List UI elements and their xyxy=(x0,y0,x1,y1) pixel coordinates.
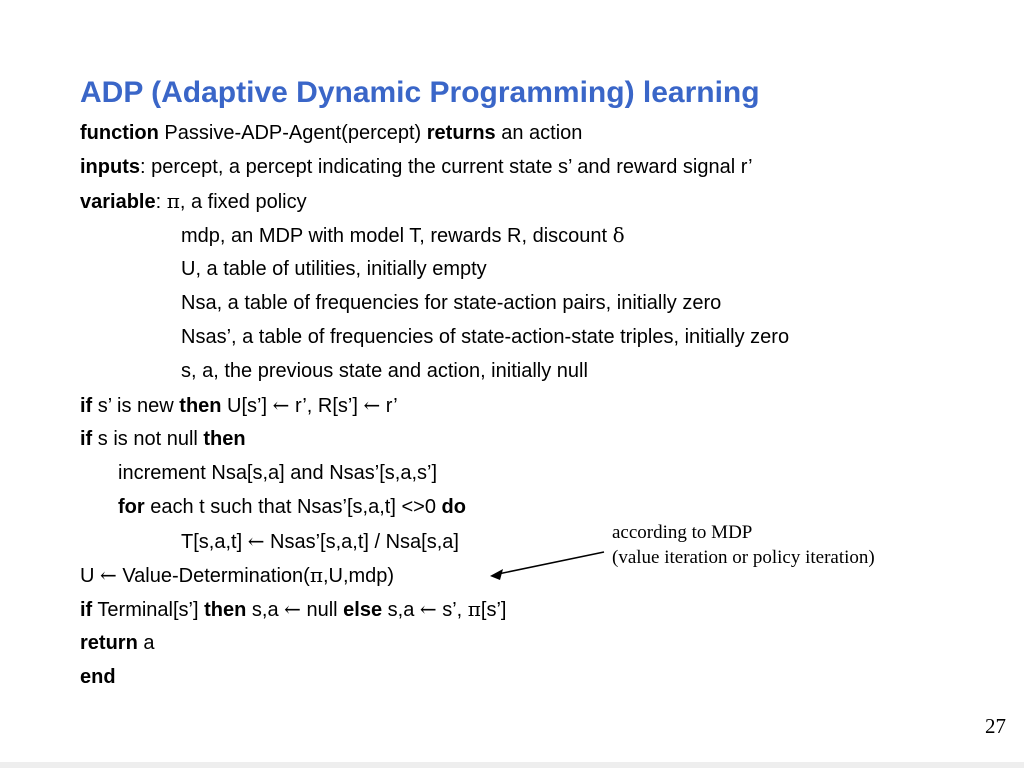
annotation-line-1: according to MDP xyxy=(612,522,753,543)
code-text: Terminal[s’] xyxy=(92,599,205,621)
keyword: function xyxy=(80,122,159,144)
pi-symbol: π xyxy=(166,189,180,213)
keyword: if xyxy=(80,395,93,417)
keyword: variable xyxy=(80,191,156,213)
annotation-line-2: (value iteration or policy iteration) xyxy=(612,547,875,568)
code-text: , a fixed policy xyxy=(179,191,307,213)
keyword: else xyxy=(343,599,383,621)
code-text: T[s,a,t] xyxy=(181,531,248,553)
code-text: U xyxy=(80,565,100,587)
code-text: s,a xyxy=(246,599,285,621)
keyword: if xyxy=(80,428,93,450)
page-number: 27 xyxy=(985,714,1006,738)
pi-symbol: π xyxy=(467,597,481,621)
left-arrow-symbol: ← xyxy=(284,597,301,621)
bottom-divider xyxy=(0,762,1024,768)
delta-symbol: δ xyxy=(612,223,625,247)
left-arrow-symbol: ← xyxy=(272,393,290,417)
code-text: s’ is new xyxy=(92,395,180,417)
code-text: Nsas’[s,a,t] / Nsa[s,a] xyxy=(264,531,459,553)
code-text: r’, R[s’] xyxy=(289,395,364,417)
code-text: a xyxy=(137,632,155,654)
code-text: an action xyxy=(495,122,583,144)
code-text: : xyxy=(155,191,167,213)
code-text: null xyxy=(300,599,344,621)
keyword: do xyxy=(441,496,466,518)
keyword: return xyxy=(80,632,138,654)
left-arrow-symbol: ← xyxy=(419,597,437,621)
keyword: for xyxy=(118,496,145,518)
keyword: then xyxy=(179,395,222,417)
code-text: s is not null xyxy=(92,428,204,450)
code-text: s’, xyxy=(436,599,468,621)
code-text: Nsas’, a table of frequencies of state-action-state triples, initially zero xyxy=(181,326,790,348)
keyword: then xyxy=(203,428,246,450)
code-text: s,a xyxy=(382,599,420,621)
pi-symbol: π xyxy=(309,563,323,587)
code-text: Nsa, a table of frequencies for state-action pairs, initially zero xyxy=(181,292,722,314)
code-text: : percept, a percept indicating the current state s’ and reward signal r’ xyxy=(140,156,753,178)
left-arrow-symbol: ← xyxy=(363,393,381,417)
code-text: increment Nsa[s,a] and Nsas’[s,a,s’] xyxy=(118,462,438,484)
keyword: returns xyxy=(426,122,496,144)
code-text: s, a, the previous state and action, initially null xyxy=(181,360,588,382)
code-text: r’ xyxy=(380,395,398,417)
left-arrow-symbol: ← xyxy=(247,529,265,553)
code-text: U, a table of utilities, initially empty xyxy=(181,258,487,280)
code-text: Passive-ADP-Agent(percept) xyxy=(158,122,427,144)
left-arrow-symbol: ← xyxy=(100,563,117,587)
code-text: U[s’] xyxy=(221,395,273,417)
keyword: end xyxy=(80,666,116,688)
keyword: if xyxy=(80,599,93,621)
code-text: Value-Determination( xyxy=(116,565,310,587)
annotation-arrow-head xyxy=(490,569,503,580)
slide-title: ADP (Adaptive Dynamic Programming) learning xyxy=(80,76,760,109)
keyword: inputs xyxy=(80,156,140,178)
code-text: ,U,mdp) xyxy=(322,565,395,587)
annotation-arrow-line xyxy=(498,552,604,574)
code-text: [s’] xyxy=(480,599,507,621)
code-text: each t such that Nsas’[s,a,t] <>0 xyxy=(144,496,442,518)
keyword: then xyxy=(204,599,247,621)
code-text: mdp, an MDP with model T, rewards R, discount xyxy=(181,225,613,247)
